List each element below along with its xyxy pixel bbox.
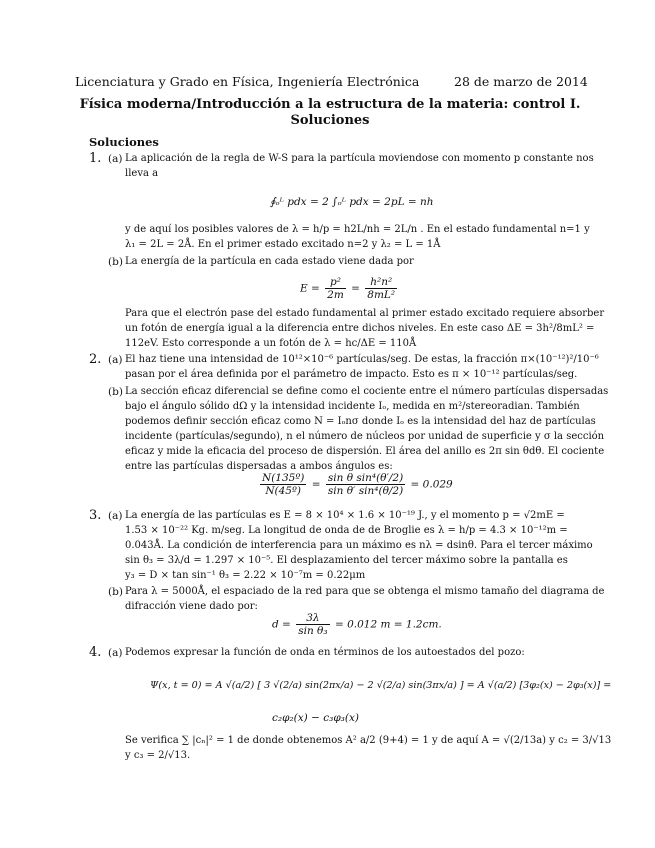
equation-energy (300, 276, 399, 301)
fraction-numerator: p² (330, 276, 341, 288)
problem-2a-line: pasan por el área definida por el parámetro de impacto. Esto es π × 10⁻¹² partículas/seg. (125, 369, 578, 380)
equation-energy-lhs: E = (300, 282, 320, 295)
problem-3a-label: (a) (108, 510, 123, 522)
problem-2b-line: entre las partículas dispersadas a ambos ángulos es: (125, 461, 393, 472)
problem-4a-line: y c₃ = 2/√13. (125, 750, 191, 761)
problem-3a-line: La energía de las partículas es E = 8 × 10⁴ × 1.6 × 10⁻¹⁹ J., y el momento p = √2mE = (125, 510, 565, 521)
problem-2b-line: podemos definir sección eficaz como N = Iₒnσ donde Iₒ es la intensidad del haz de partículas (125, 416, 596, 427)
fraction-numerator: 3λ (306, 612, 320, 624)
fraction-numerator: h²n² (370, 276, 393, 288)
document-subtitle: Soluciones (290, 113, 370, 128)
fraction (260, 472, 306, 497)
problem-3-number: 3. (89, 508, 102, 523)
problem-2a-line: El haz tiene una intensidad de 10¹²×10⁻⁶ partículas/seg. De estas, la fracción π×(10⁻¹²)²/10⁻⁶ (125, 354, 599, 365)
equation-lhs: d = (272, 618, 291, 631)
problem-1a-line: λ₁ = 2L = 2Å. En el primer estado excitado n=2 y λ₂ = L = 1Å (125, 239, 441, 250)
problem-2b-line: eficaz y mide la eficacia del proceso de dispersión. El área del anillo es 2π sin θdθ. El cociente (125, 446, 605, 457)
problem-4a-line: Se verifica ∑ |cₙ|² = 1 de donde obtenemos A² a/2 (9+4) = 1 y de aquí A = √(2/13a) y c₂ = 3/√13 (125, 735, 612, 746)
problem-4a-line: Podemos expresar la función de onda en términos de los autoestados del pozo: (125, 647, 525, 658)
problem-3a-line: 1.53 × 10⁻²² Kg. m/seg. La longitud de onda de de Broglie es λ = h/p = 4.3 × 10⁻¹²m = (125, 525, 568, 536)
fraction-numerator: N(135º) (262, 472, 305, 484)
equation-wilson-sommerfeld: ∮ₒᴸ pdx = 2 ∫ₒᴸ pdx = 2pL = nh (270, 196, 434, 208)
problem-1b-line: 112eV. Esto corresponde a un fotón de λ = hc/ΔE = 110Å (125, 338, 417, 349)
fraction (325, 276, 346, 301)
problem-1a-line: lleva a (125, 168, 159, 179)
header-date: 28 de marzo de 2014 (454, 74, 588, 89)
fraction-denominator: sin θ′ sin⁴(θ/2) (327, 485, 404, 497)
problem-3a-line: 0.043Å. La condición de interferencia para un máximo es nλ = dsinθ. Para el tercer máximo (125, 540, 593, 551)
problem-2b-line: incidente (partículas/segundo), n el número de núcleos por unidad de superficie y σ la sección (125, 431, 605, 442)
equation-wavefunction: Ψ(x, t = 0) = A √(a/2) [ 3 √(2/a) sin(2πx/a) − 2 √(2/a) sin(3πx/a) ] = A √(a/2) [3φ₂(x) − 2φ₃(x)] = (150, 680, 612, 691)
document-title: Física moderna/Introducción a la estructura de la materia: control I. (79, 97, 581, 112)
problem-3b-line: Para λ = 5000Å, el espaciado de la red para que se obtenga el mismo tamaño del diagrama de (125, 586, 605, 597)
problem-1b-label: (b) (108, 256, 123, 268)
fraction-numerator: sin θ sin⁴(θ′/2) (327, 472, 404, 484)
problem-2-number: 2. (89, 352, 102, 367)
problem-1b-line: La energía de la partícula en cada estado viene dada por (125, 256, 414, 267)
fraction-denominator: N(45º) (260, 484, 306, 497)
problem-2b-line: La sección eficaz diferencial se define como el cociente entre el número partículas dispersadas (125, 386, 609, 397)
fraction-denominator: 8mL² (367, 289, 396, 301)
problem-2a-label: (a) (108, 354, 123, 366)
problem-2b-line: bajo el ángulo sólido dΩ y la intensidad incidente Iₒ, medida en m²/stereoradian. También (125, 401, 580, 412)
problem-1a-label: (a) (108, 153, 123, 165)
problem-3a-line: y₃ = D × tan sin⁻¹ θ₃ = 2.22 × 10⁻⁷m = 0.22μm (125, 570, 366, 581)
equation-result: = 0.029 (410, 478, 453, 491)
problem-1b-line: un fotón de energía igual a la diferencia entre dichos niveles. En este caso ΔE = 3h²/8mL² = (125, 323, 595, 334)
equals-sign: = (311, 478, 321, 491)
problem-2b-label: (b) (108, 386, 123, 398)
fraction-denominator: sin θ₃ (298, 625, 328, 637)
problem-4-number: 4. (89, 645, 102, 660)
fraction (296, 612, 329, 637)
equation-grating-spacing (272, 612, 442, 637)
problem-3b-line: difracción viene dado por: (125, 601, 258, 612)
problem-3b-label: (b) (108, 586, 123, 598)
problem-1-number: 1. (89, 151, 102, 166)
equation-wavefunction-result: c₂φ₂(x) − c₃φ₃(x) (272, 712, 360, 724)
section-heading: Soluciones (89, 135, 159, 149)
header-course: Licenciatura y Grado en Física, Ingeniería Electrónica (75, 74, 420, 89)
fraction-denominator: 2m (327, 289, 344, 301)
problem-4a-label: (a) (108, 647, 123, 659)
equation-scattering-ratio (258, 472, 453, 497)
equation-result: = 0.012 m = 1.2cm. (334, 618, 442, 631)
equals-sign: = (351, 282, 360, 295)
problem-1b-line: Para que el electrón pase del estado fundamental al primer estado excitado requiere absorber (125, 308, 605, 319)
fraction (326, 472, 405, 497)
problem-1a-line: y de aquí los posibles valores de λ = h/p = h2L/nh = 2L/n . En el estado fundamental n=1 y (125, 224, 590, 235)
problem-1a-line: La aplicación de la regla de W-S para la partícula moviendose con momento p constante nos (125, 153, 594, 164)
problem-3a-line: sin θ₃ = 3λ/d = 1.297 × 10⁻⁵. El desplazamiento del tercer máximo sobre la pantalla es (125, 555, 568, 566)
fraction (365, 276, 397, 301)
